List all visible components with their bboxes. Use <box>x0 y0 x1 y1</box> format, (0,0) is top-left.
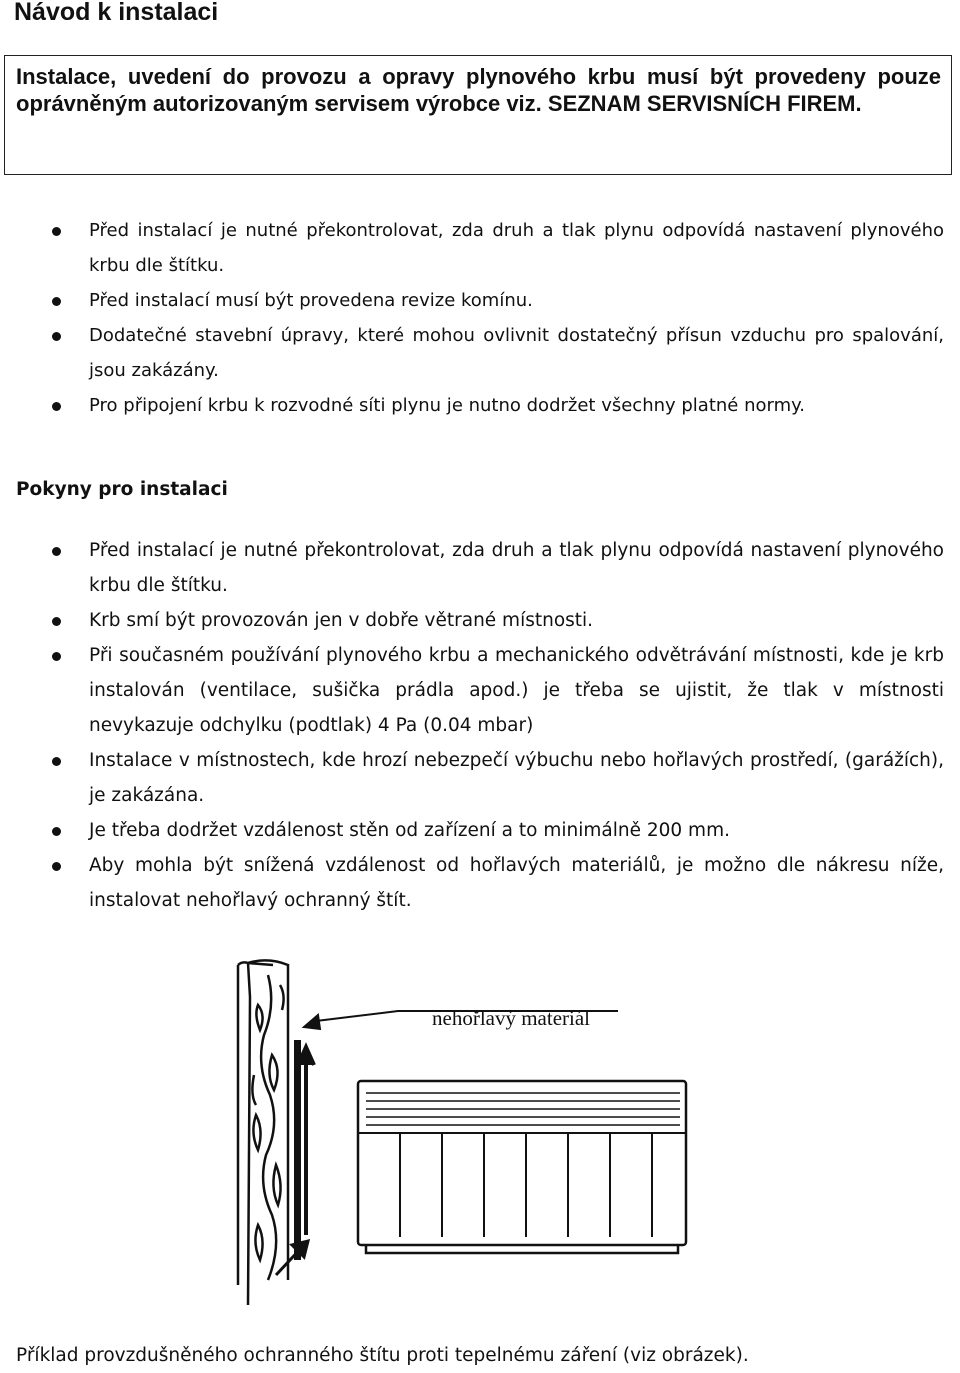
list-item: Instalace v místnostech, kde hrozí nebezpečí výbuchu nebo hořlavých prostředí, (garážích), je zakázána. <box>0 743 960 813</box>
list-item: Je třeba dodržet vzdálenost stěn od zařízení a to minimálně 200 mm. <box>0 813 960 848</box>
figure-label: nehořlavý materiál <box>432 1006 591 1030</box>
page-title: Návod k instalaci <box>14 0 219 26</box>
list-item: Před instalací musí být provedena revize komínu. <box>0 283 960 318</box>
shield-diagram <box>228 935 698 1305</box>
list-item: Dodatečné stavební úpravy, které mohou ovlivnit dostatečný přísun vzduchu pro spalování, jsou zakázány. <box>0 318 960 388</box>
arrow-diagonal-icon <box>276 1241 308 1275</box>
list-item: Před instalací je nutné překontrolovat, zda druh a tlak plynu odpovídá nastavení plynového krbu dle štítku. <box>0 533 960 603</box>
install-list <box>0 533 960 918</box>
shield-plate <box>294 1040 301 1260</box>
wood-wall <box>238 960 288 1305</box>
list-item: Pro připojení krbu k rozvodné síti plynu je nutno dodržet všechny platné normy. <box>0 388 960 423</box>
notice-box: Instalace, uvedení do provozu a opravy plynového krbu musí být provedeny pouze oprávněným autorizovaným servisem výrobce viz. SEZNAM SERVISNÍCH FIREM. <box>4 55 952 175</box>
general-list <box>0 213 960 423</box>
list-item: Aby mohla být snížená vzdálenost od hořlavých materiálů, je možno dle nákresu níže, instalovat nehořlavý ochranný štít. <box>0 848 960 918</box>
list-item: Před instalací je nutné překontrolovat, zda druh a tlak plynu odpovídá nastavení plynového krbu dle štítku. <box>0 213 960 283</box>
figure-caption: Příklad provzdušněného ochranného štítu proti tepelnému záření (viz obrázek). <box>16 1345 749 1366</box>
fireplace-unit <box>358 1081 686 1253</box>
list-item: Při současném používání plynového krbu a mechanického odvětrávání místnosti, kde je krb instalován (ventilace, sušička prádla apod.) je třeba se ujistit, že tlak v místnosti nevykazuje odchylku (podtlak) 4 Pa (0.04 mbar) <box>0 638 960 743</box>
install-heading: Pokyny pro instalaci <box>16 479 228 500</box>
list-item: Krb smí být provozován jen v dobře větrané místnosti. <box>0 603 960 638</box>
